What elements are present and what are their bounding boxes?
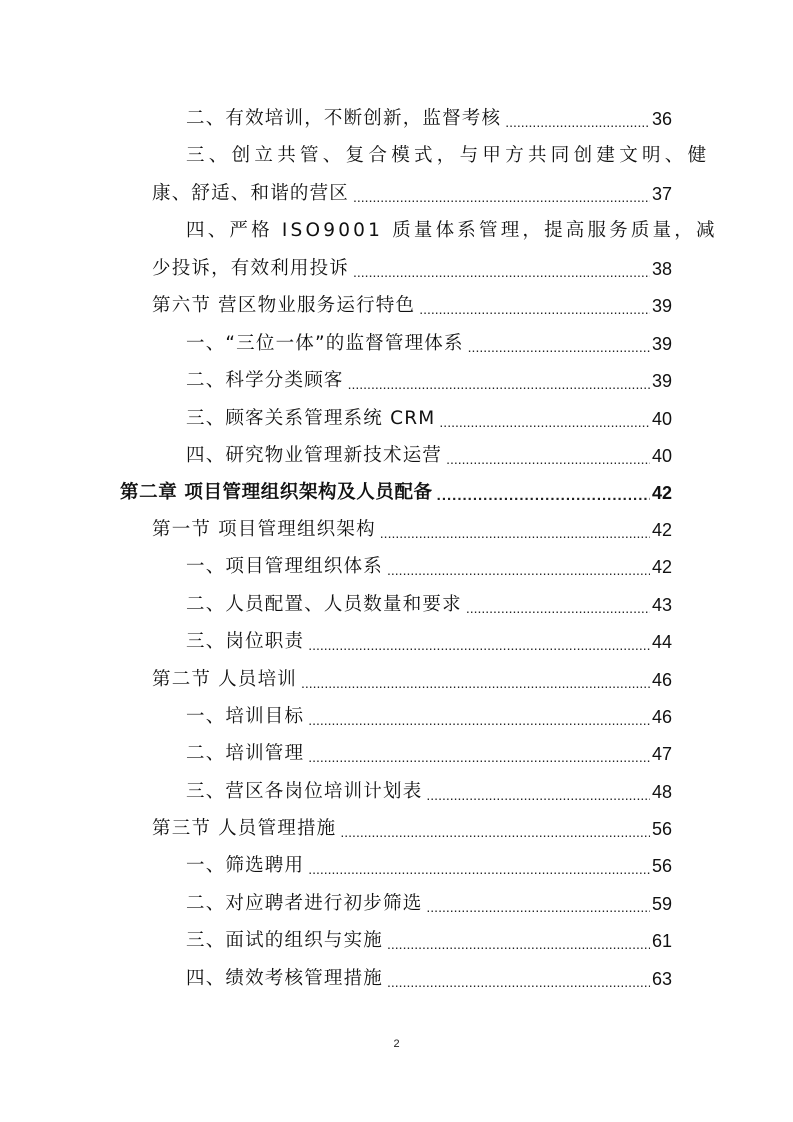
toc-entry-title: 一、筛选聘用 bbox=[186, 855, 305, 876]
toc-entry-page: 56 bbox=[651, 856, 672, 876]
page-number: 2 bbox=[393, 1038, 400, 1050]
toc-entry-page: 38 bbox=[651, 259, 672, 279]
toc-entry-section[interactable] bbox=[152, 814, 672, 844]
toc-entry[interactable] bbox=[186, 926, 672, 956]
toc-entry-title: 康、舒适、和谐的营区 bbox=[152, 183, 350, 204]
toc-entry-title: 三、岗位职责 bbox=[186, 631, 305, 652]
toc-entry-page: 37 bbox=[651, 184, 672, 204]
toc-entry-title: 二、有效培训，不断创新，监督考核 bbox=[186, 108, 502, 129]
toc-entry-title: 第二章 项目管理组织架构及人员配备 bbox=[120, 482, 433, 503]
toc-entry-title: 四、研究物业管理新技术运营 bbox=[186, 445, 443, 466]
dot-leader bbox=[308, 857, 650, 881]
toc-entry-title: 三、营区各岗位培训计划表 bbox=[186, 781, 423, 802]
dot-leader bbox=[301, 671, 650, 695]
toc-entry-title-line1: 四、严格 ISO9001 质量体系管理，提高服务质量，减 bbox=[186, 220, 718, 241]
dot-leader bbox=[426, 783, 650, 807]
toc-entry-title: 第二节 人员培训 bbox=[152, 669, 297, 690]
dot-leader bbox=[505, 110, 650, 134]
toc-entry[interactable] bbox=[186, 104, 672, 134]
toc-entry[interactable] bbox=[186, 366, 672, 396]
toc-entry-section[interactable] bbox=[152, 291, 672, 321]
toc-entry[interactable] bbox=[186, 441, 672, 471]
toc-entry-title: 二、培训管理 bbox=[186, 743, 305, 764]
toc-entry-page: 42 bbox=[651, 483, 672, 503]
toc-entry[interactable] bbox=[186, 739, 672, 769]
toc-entry[interactable] bbox=[152, 179, 672, 209]
toc-entry-page: 39 bbox=[651, 371, 672, 391]
dot-leader bbox=[468, 335, 650, 359]
toc-entry-wrap-line[interactable] bbox=[186, 216, 718, 246]
toc-entry[interactable] bbox=[186, 552, 672, 582]
toc-entry-title: 少投诉，有效利用投诉 bbox=[152, 258, 350, 279]
toc-entry-page: 47 bbox=[651, 744, 672, 764]
toc-entry[interactable] bbox=[186, 851, 672, 881]
toc-entry-title: 一、项目管理组织体系 bbox=[186, 556, 384, 577]
toc-entry-page: 48 bbox=[651, 782, 672, 802]
dot-leader bbox=[353, 185, 650, 209]
toc-entry-title: 第一节 项目管理组织架构 bbox=[152, 519, 376, 540]
toc-entry-title: 三、面试的组织与实施 bbox=[186, 930, 384, 951]
toc-entry-page: 39 bbox=[651, 334, 672, 354]
dot-leader bbox=[308, 745, 650, 769]
toc-entry[interactable] bbox=[186, 329, 672, 359]
toc-entry-page: 46 bbox=[651, 707, 672, 727]
toc-entry-wrap-line[interactable] bbox=[186, 141, 711, 171]
dot-leader bbox=[439, 410, 650, 434]
dot-leader bbox=[380, 521, 650, 545]
toc-entry[interactable] bbox=[186, 777, 672, 807]
toc-entry-page: 43 bbox=[651, 595, 672, 615]
toc-entry[interactable] bbox=[186, 590, 672, 620]
toc-entry-page: 42 bbox=[651, 557, 672, 577]
toc-entry[interactable] bbox=[186, 627, 672, 657]
toc-entry-page: 59 bbox=[651, 894, 672, 914]
toc-entry-title: 第六节 营区物业服务运行特色 bbox=[152, 295, 416, 316]
toc-entry-title: 二、人员配置、人员数量和要求 bbox=[186, 594, 462, 615]
toc-entry-title: 第三节 人员管理措施 bbox=[152, 818, 337, 839]
toc-entry-title-line1: 三、创立共管、复合模式，与甲方共同创建文明、健 bbox=[186, 145, 711, 166]
toc-entry[interactable] bbox=[186, 889, 672, 919]
toc-entry-page: 63 bbox=[651, 969, 672, 989]
dot-leader bbox=[426, 895, 650, 919]
dot-leader bbox=[419, 297, 650, 321]
dot-leader bbox=[353, 260, 650, 284]
toc-entry-page: 44 bbox=[651, 632, 672, 652]
toc-entry-section[interactable] bbox=[152, 665, 672, 695]
toc-entry-title: 四、绩效考核管理措施 bbox=[186, 968, 384, 989]
toc-entry-title: 一、“三位一体”的监督管理体系 bbox=[186, 333, 464, 354]
dot-leader bbox=[387, 558, 650, 582]
toc-entry-chapter[interactable] bbox=[120, 478, 672, 508]
toc-entry-page: 39 bbox=[651, 296, 672, 316]
dot-leader bbox=[340, 820, 650, 844]
toc-entry-page: 56 bbox=[651, 819, 672, 839]
toc-entry-page: 36 bbox=[651, 109, 672, 129]
toc-entry[interactable] bbox=[186, 702, 672, 732]
dot-leader bbox=[387, 970, 650, 994]
toc-entry[interactable] bbox=[186, 404, 672, 434]
dot-leader bbox=[308, 708, 650, 732]
toc-entry-section[interactable] bbox=[152, 515, 672, 545]
toc-entry-page: 40 bbox=[651, 446, 672, 466]
toc-entry[interactable] bbox=[186, 964, 672, 994]
toc-entry-title: 三、顾客关系管理系统 CRM bbox=[186, 408, 436, 429]
dot-leader bbox=[348, 372, 650, 396]
dot-leader bbox=[387, 932, 650, 956]
toc-entry-title: 二、对应聘者进行初步筛选 bbox=[186, 893, 423, 914]
toc-entry[interactable] bbox=[152, 254, 672, 284]
dot-leader bbox=[308, 633, 650, 657]
dot-leader bbox=[446, 447, 650, 471]
dot-leader bbox=[437, 484, 650, 508]
toc-entry-page: 42 bbox=[651, 520, 672, 540]
toc-entry-page: 40 bbox=[651, 409, 672, 429]
toc-entry-title: 二、科学分类顾客 bbox=[186, 370, 344, 391]
toc-entry-page: 61 bbox=[651, 931, 672, 951]
toc-entry-page: 46 bbox=[651, 670, 672, 690]
toc-entry-title: 一、培训目标 bbox=[186, 706, 305, 727]
dot-leader bbox=[466, 596, 650, 620]
